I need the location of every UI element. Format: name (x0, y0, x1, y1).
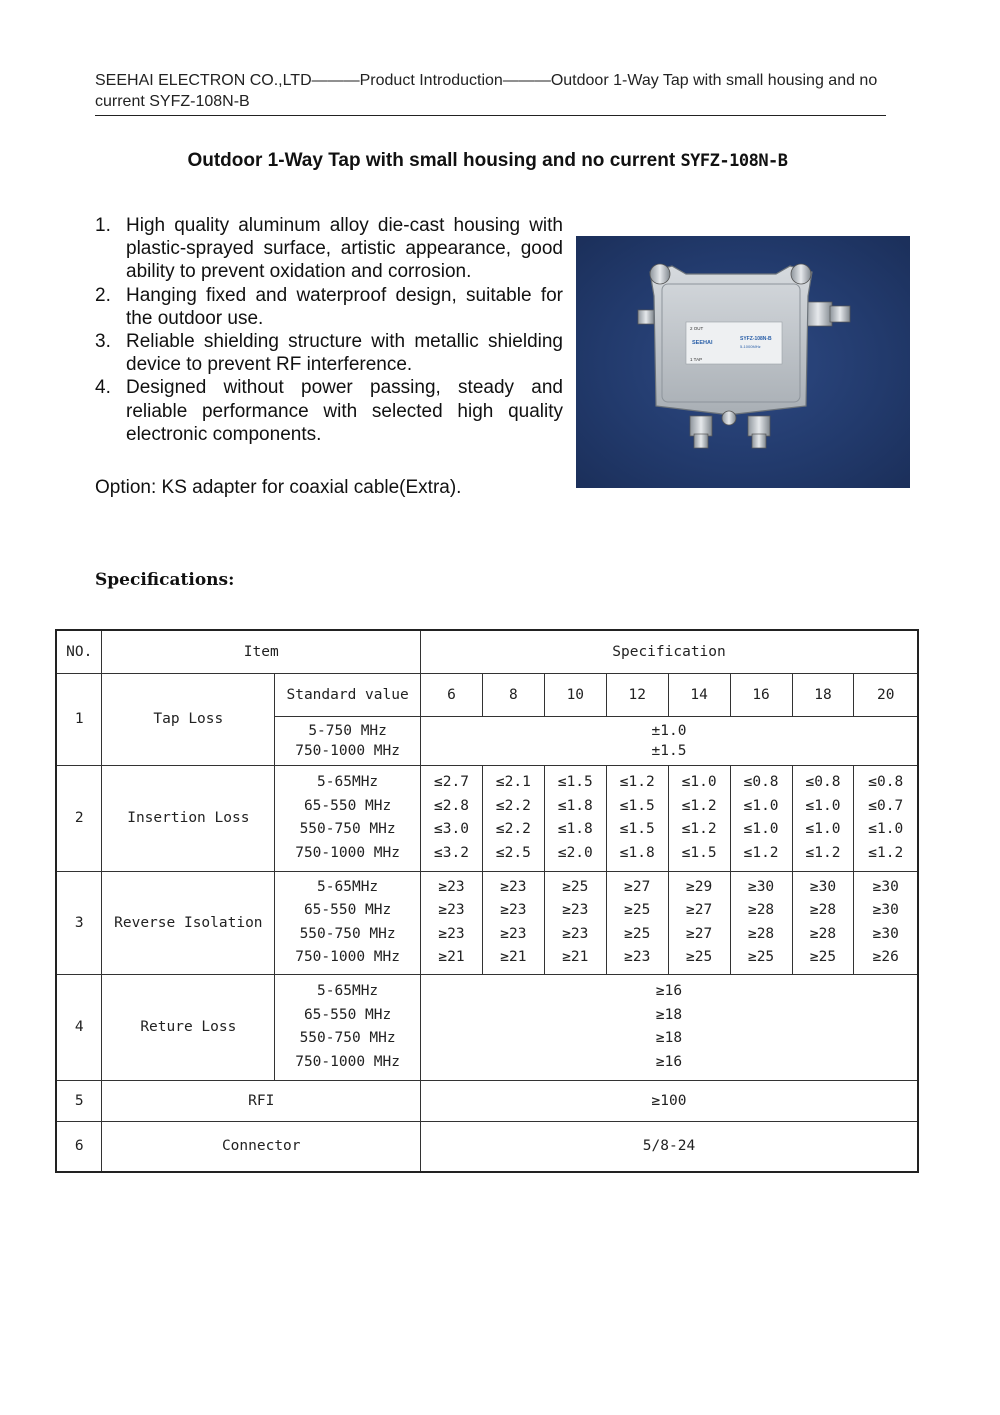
feature-item: 1. High quality aluminum alloy die-cast housing with plastic-sprayed surface, artistic appearance, good ability to prevent oxidation and corrosion. (95, 215, 563, 283)
table-row: 2 Insertion Loss 5-65MHz 65-550 MHz 550-750 MHz 750-1000 MHz ≤2.7 ≤2.8 ≤3.0 ≤3.2 ≤2.1 ≤2.2 ≤2.2 ≤2.5 ≤1.5 ≤1.8 ≤1.8 ≤2.0 ≤1.2 ≤1.5 ≤1.5 ≤1.8 ≤1.0 ≤1.2 ≤1.2 ≤1.5 ≤0.8 ≤1.0 ≤1.0 ≤1.2 ≤0.8 ≤1.0 ≤1.0 ≤1.2 ≤0.8 ≤0.7 ≤1.0 ≤1.2 (56, 765, 918, 871)
header-no: NO. (56, 630, 102, 673)
feature-item: 2. Hanging fixed and waterproof design, suitable for the outdoor use. (95, 284, 563, 329)
table-row: 5-750 MHz 750-1000 MHz ±1.0 ±1.5 (56, 716, 918, 765)
title-model: SYFZ-108N-B (680, 151, 788, 171)
title-text: Outdoor 1-Way Tap with small housing and no current (187, 150, 676, 171)
header-specification: Specification (421, 630, 919, 673)
standard-value-label: Standard value (275, 673, 421, 716)
specifications-table (55, 629, 919, 1173)
feature-list (95, 214, 563, 446)
product-photo (576, 236, 910, 488)
feature-item: 4. Designed without power passing, steady and reliable performance with selected high quality electronic components. (95, 377, 563, 445)
table-row: 4 Reture Loss 5-65MHz 65-550 MHz 550-750 MHz 750-1000 MHz ≥16 ≥18 ≥18 ≥16 (56, 974, 918, 1080)
header-item: Item (102, 630, 421, 673)
svg-text:2 OUT: 2 OUT (690, 326, 704, 331)
option-note: Option: KS adapter for coaxial cable(Extra). (95, 477, 462, 498)
feature-item: 3. Reliable shielding structure with metallic shielding device to prevent RF interference. (95, 331, 563, 376)
svg-text:5-1000MHz: 5-1000MHz (740, 344, 761, 349)
header-rule (95, 115, 886, 116)
table-row: 3 Reverse Isolation 5-65MHz 65-550 MHz 550-750 MHz 750-1000 MHz ≥23 ≥23 ≥23 ≥21 ≥23 ≥23 ≥23 ≥21 ≥25 ≥23 ≥23 ≥21 ≥27 ≥25 ≥25 ≥23 ≥29 ≥27 ≥27 ≥25 ≥30 ≥28 ≥28 ≥25 ≥30 ≥28 ≥28 ≥25 ≥30 ≥30 ≥30 ≥26 (56, 871, 918, 974)
table-header-row (56, 630, 918, 673)
table-row: 5 RFI ≥100 (56, 1080, 918, 1121)
svg-text:SEEHAI: SEEHAI (692, 340, 713, 346)
running-header: SEEHAI ELECTRON CO.,LTD———Product Introduction———Outdoor 1-Way Tap with small housing and no current SYFZ-108N-B (95, 72, 878, 110)
table-row: 6 Connector 5/8-24 (56, 1121, 918, 1172)
tap-device-illustration (576, 236, 910, 488)
document-title (0, 150, 975, 172)
svg-text:SYFZ-108N-B: SYFZ-108N-B (740, 336, 772, 342)
svg-text:1 TAP: 1 TAP (690, 357, 703, 362)
specifications-heading: Specifications: (95, 570, 235, 590)
table-row: 1 Tap Loss Standard value 6 8 10 12 14 16 18 20 (56, 673, 918, 716)
